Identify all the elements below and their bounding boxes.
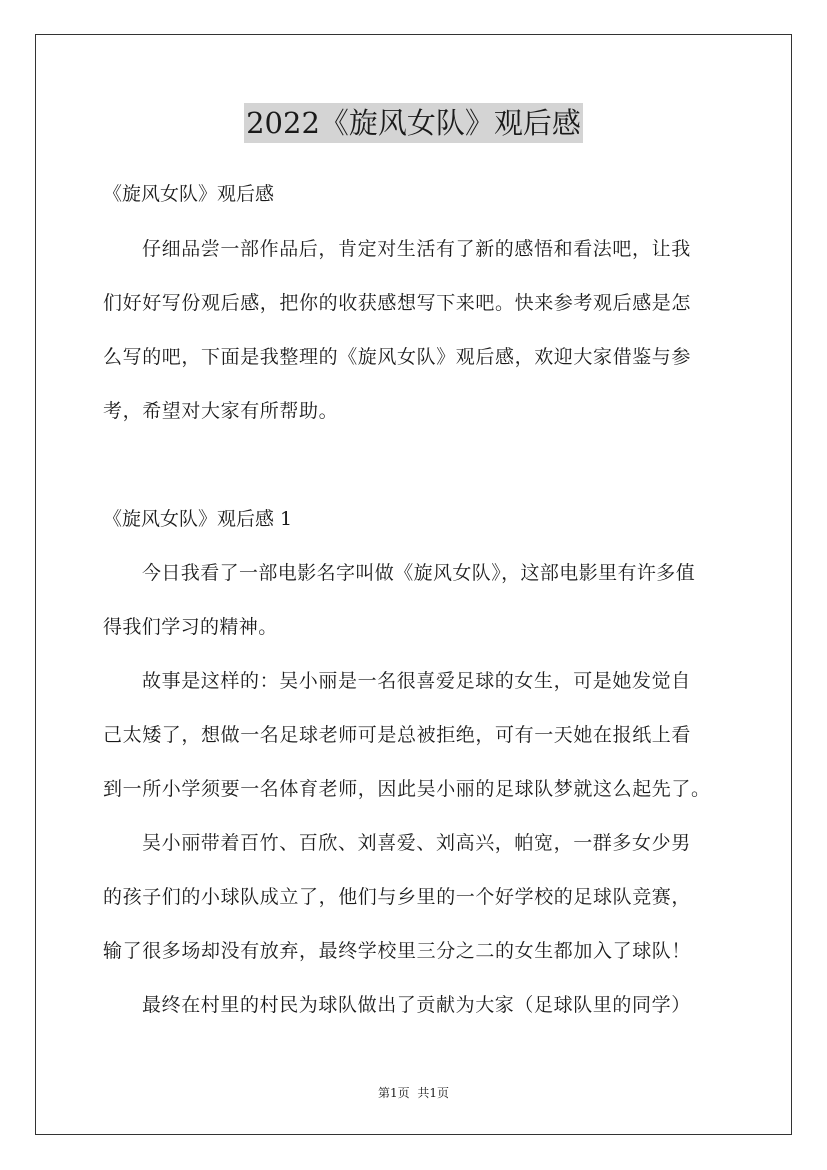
page-total: 共1页 (417, 1086, 449, 1100)
paragraph-line: 么写的吧，下面是我整理的《旋风女队》观后感，欢迎大家借鉴与参 (103, 346, 692, 368)
paragraph-line: 输了很多场却没有放弃，最终学校里三分之二的女生都加入了球队！ (103, 940, 692, 962)
paragraph-line: 故事是这样的：吴小丽是一名很喜爱足球的女生，可是她发觉自 (142, 670, 691, 692)
paragraph-line: 己太矮了，想做一名足球老师可是总被拒绝，可有一天她在报纸上看 (103, 724, 692, 746)
paragraph-line: 到一所小学须要一名体育老师，因此吴小丽的足球队梦就这么起先了。 (103, 778, 711, 800)
paragraph-line: 的孩子们的小球队成立了，他们与乡里的一个好学校的足球队竞赛， (103, 886, 692, 908)
page-footer (0, 1084, 827, 1101)
paragraph-line: 今日我看了一部电影名字叫做《旋风女队》，这部电影里有许多值 (142, 562, 696, 584)
paragraph-line: 得我们学习的精神。 (103, 616, 278, 638)
title-container (0, 103, 827, 143)
paragraph-line: 最终在村里的村民为球队做出了贡献为大家（足球队里的同学） (142, 994, 691, 1016)
section-heading: 《旋风女队》观后感 (103, 183, 275, 205)
paragraph-line: 吴小丽带着百竹、百欣、刘喜爱、刘高兴，帕宽，一群多女少男 (142, 832, 691, 854)
section-heading: 《旋风女队》观后感 1 (103, 508, 293, 530)
paragraph-line: 们好好写份观后感，把你的收获感想写下来吧。快来参考观后感是怎 (103, 292, 692, 314)
page-number: 第1页 (378, 1086, 410, 1100)
paragraph-line: 考，希望对大家有所帮助。 (103, 400, 339, 422)
paragraph-line: 仔细品尝一部作品后，肯定对生活有了新的感悟和看法吧，让我 (142, 238, 691, 260)
document-title: 2022《旋风女队》观后感 (244, 103, 583, 143)
